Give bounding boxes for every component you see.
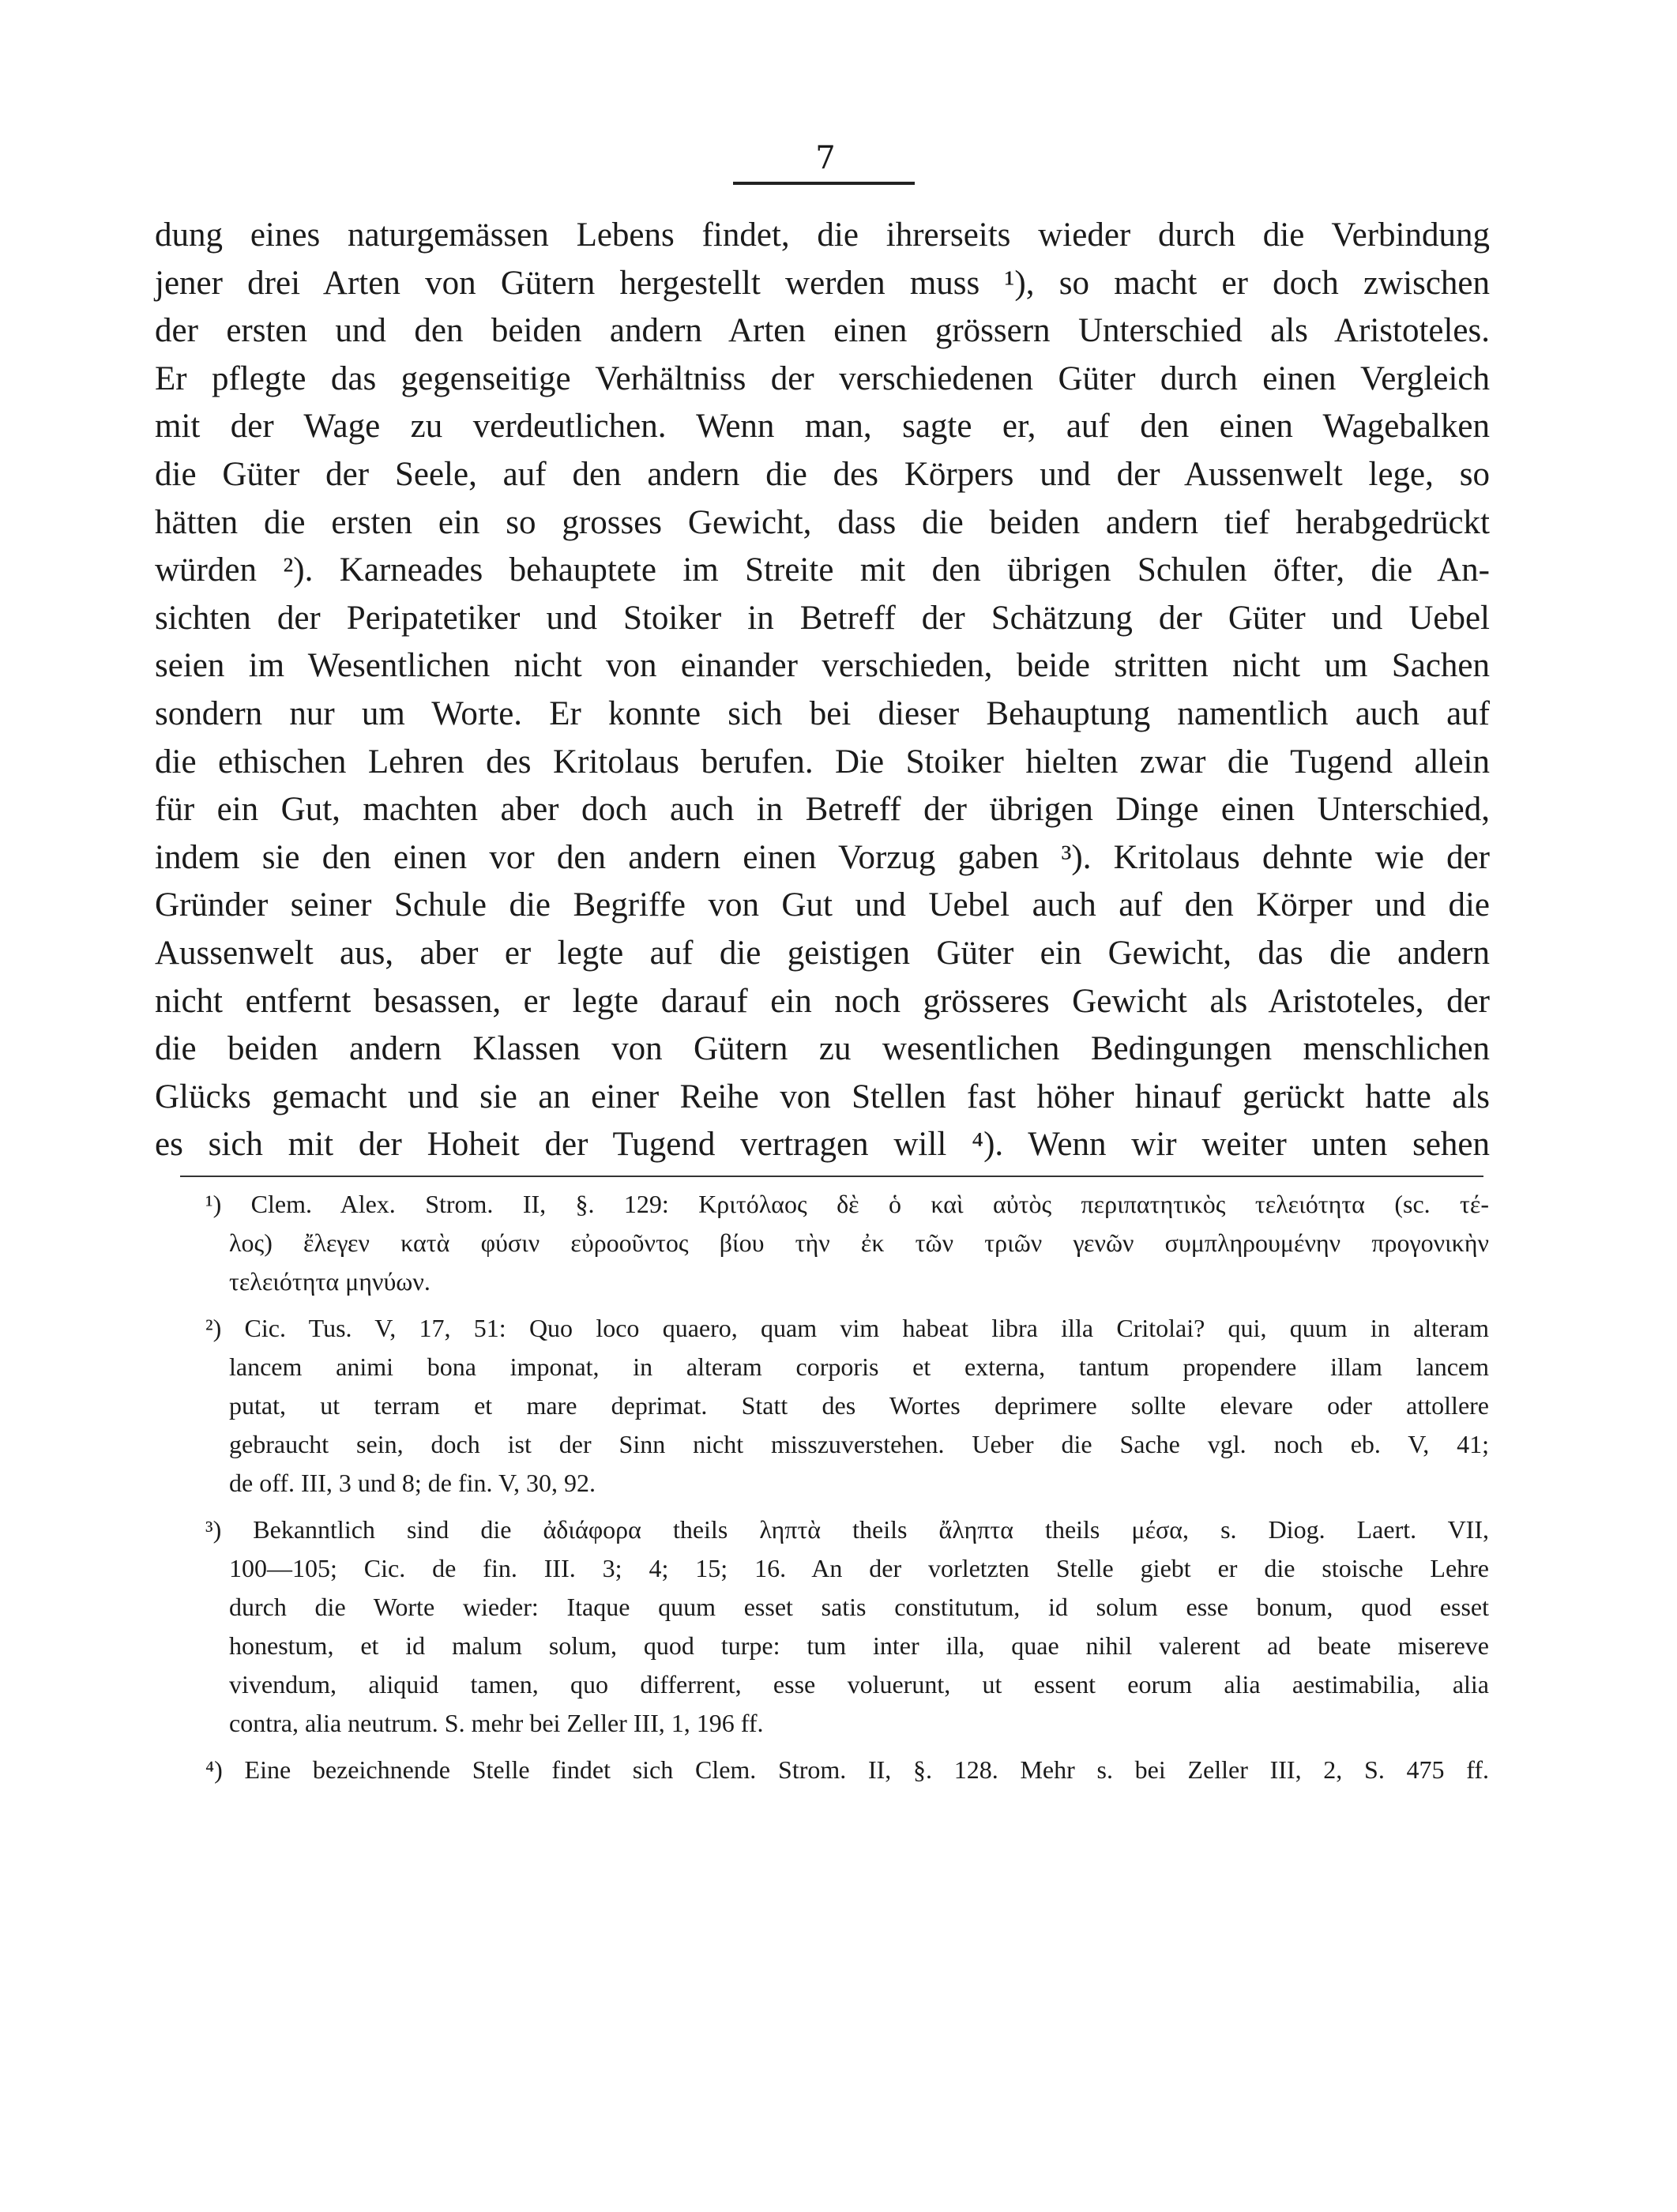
body-line: Gründer seiner Schule die Begriffe von Gut und Uebel auch auf den Körper und die: [155, 886, 1490, 924]
footnote-line: ³) Bekanntlich sind die ἀδιάφορα theils ληπτὰ theils ἄληπτα theils μέσα, s. Diog. Laert. VII,: [205, 1515, 1489, 1544]
body-line: für ein Gut, machten aber doch auch in Betreff der übrigen Dinge einen Unterschied,: [155, 791, 1490, 829]
footnotes: [205, 1185, 1489, 1797]
body-line: indem sie den einen vor den andern einen Vorzug gaben ³). Kritolaus dehnte wie der: [155, 838, 1490, 876]
body-line: dung eines naturgemässen Lebens findet, die ihrerseits wieder durch die Verbindung: [155, 216, 1490, 254]
footnote-2: [205, 1309, 1489, 1503]
body-line: Glücks gemacht und sie an einer Reihe von Stellen fast höher hinauf gerückt hatte als: [155, 1078, 1490, 1115]
footnote-line: λος) ἔλεγεν κατὰ φύσιν εὐροοῦντος βίου τὴν ἐκ τῶν τριῶν γενῶν συμπληρουμένην προγονικὴν: [229, 1228, 1489, 1257]
footnote-line: de off. III, 3 und 8; de fin. V, 30, 92.: [229, 1469, 596, 1497]
footnote-line: 100—105; Cic. de fin. III. 3; 4; 15; 16. An der vorletzten Stelle giebt er die stoische Lehre: [229, 1554, 1489, 1582]
body-line: würden ²). Karneades behauptete im Streite mit den übrigen Schulen öfter, die An-: [155, 551, 1490, 589]
page-number-rule: [733, 182, 915, 185]
footnote-line: ⁴) Eine bezeichnende Stelle findet sich Clem. Strom. II, §. 128. Mehr s. bei Zeller III, 2, S. 475 ff.: [205, 1755, 1489, 1784]
footnote-line: vivendum, aliquid tamen, quo differrent, esse voluerunt, ut essent eorum alia aestimabilia, alia: [229, 1670, 1489, 1698]
body-line: die beiden andern Klassen von Gütern zu wesentlichen Bedingungen menschlichen: [155, 1030, 1490, 1068]
body-line: sondern nur um Worte. Er konnte sich bei dieser Behauptung namentlich auch auf: [155, 694, 1490, 732]
body-line: sichten der Peripatetiker und Stoiker in Betreff der Schätzung der Güter und Uebel: [155, 599, 1490, 637]
body-line: jener drei Arten von Gütern hergestellt werden muss ¹), so macht er doch zwischen: [155, 264, 1490, 302]
footnote-line: durch die Worte wieder: Itaque quum esset satis constitutum, id solum esse bonum, quod esset: [229, 1593, 1489, 1621]
body-line: Er pflegte das gegenseitige Verhältniss der verschiedenen Güter durch einen Vergleich: [155, 359, 1490, 397]
body-line: mit der Wage zu verdeutlichen. Wenn man, sagte er, auf den einen Wagebalken: [155, 408, 1490, 446]
footnote-line: ²) Cic. Tus. V, 17, 51: Quo loco quaero, quam vim habeat libra illa Critolai? qui, quum in alteram: [205, 1314, 1489, 1342]
footnote-line: ¹) Clem. Alex. Strom. II, §. 129: Κριτόλαος δὲ ὁ καὶ αὐτὸς περιπατητικὸς τελειότητα (sc. τέ-: [205, 1190, 1489, 1218]
body-line: die ethischen Lehren des Kritolaus berufen. Die Stoiker hielten zwar die Tugend allein: [155, 743, 1490, 781]
footnote-line: honestum, et id malum solum, quod turpe: tum inter illa, quae nihil valerent ad beate misereve: [229, 1631, 1489, 1660]
body-line: es sich mit der Hoheit der Tugend vertragen will ⁴). Wenn wir weiter unten sehen: [155, 1126, 1490, 1164]
body-line: seien im Wesentlichen nicht von einander verschieden, beide stritten nicht um Sachen: [155, 647, 1490, 685]
page-number: 7: [815, 140, 836, 176]
body-line: hätten die ersten ein so grosses Gewicht, dass die beiden andern tief herabgedrückt: [155, 503, 1490, 541]
footnote-line: contra, alia neutrum. S. mehr bei Zeller III, 1, 196 ff.: [229, 1709, 764, 1737]
body-line: nicht entfernt besassen, er legte darauf ein noch grösseres Gewicht als Aristoteles, der: [155, 982, 1490, 1020]
body-line: die Güter der Seele, auf den andern die des Körpers und der Aussenwelt lege, so: [155, 455, 1490, 493]
footnote-line: putat, ut terram et mare deprimat. Statt des Wortes deprimere sollte elevare oder attollere: [229, 1391, 1489, 1420]
footnote-separator: [180, 1176, 1483, 1177]
footnote-line: τελειότητα μηνύων.: [229, 1267, 431, 1296]
body-text: [155, 212, 1490, 1169]
footnote-line: gebraucht sein, doch ist der Sinn nicht misszuverstehen. Ueber die Sache vgl. noch eb. V, 41;: [229, 1430, 1489, 1458]
body-line: der ersten und den beiden andern Arten einen grössern Unterschied als Aristoteles.: [155, 312, 1490, 350]
footnote-4: [205, 1751, 1489, 1789]
footnote-line: lancem animi bona imponat, in alteram corporis et externa, tantum propendere illam lancem: [229, 1352, 1489, 1381]
footnote-3: [205, 1510, 1489, 1743]
body-line: Aussenwelt aus, aber er legte auf die geistigen Güter ein Gewicht, das die andern: [155, 934, 1490, 972]
footnote-1: [205, 1185, 1489, 1301]
